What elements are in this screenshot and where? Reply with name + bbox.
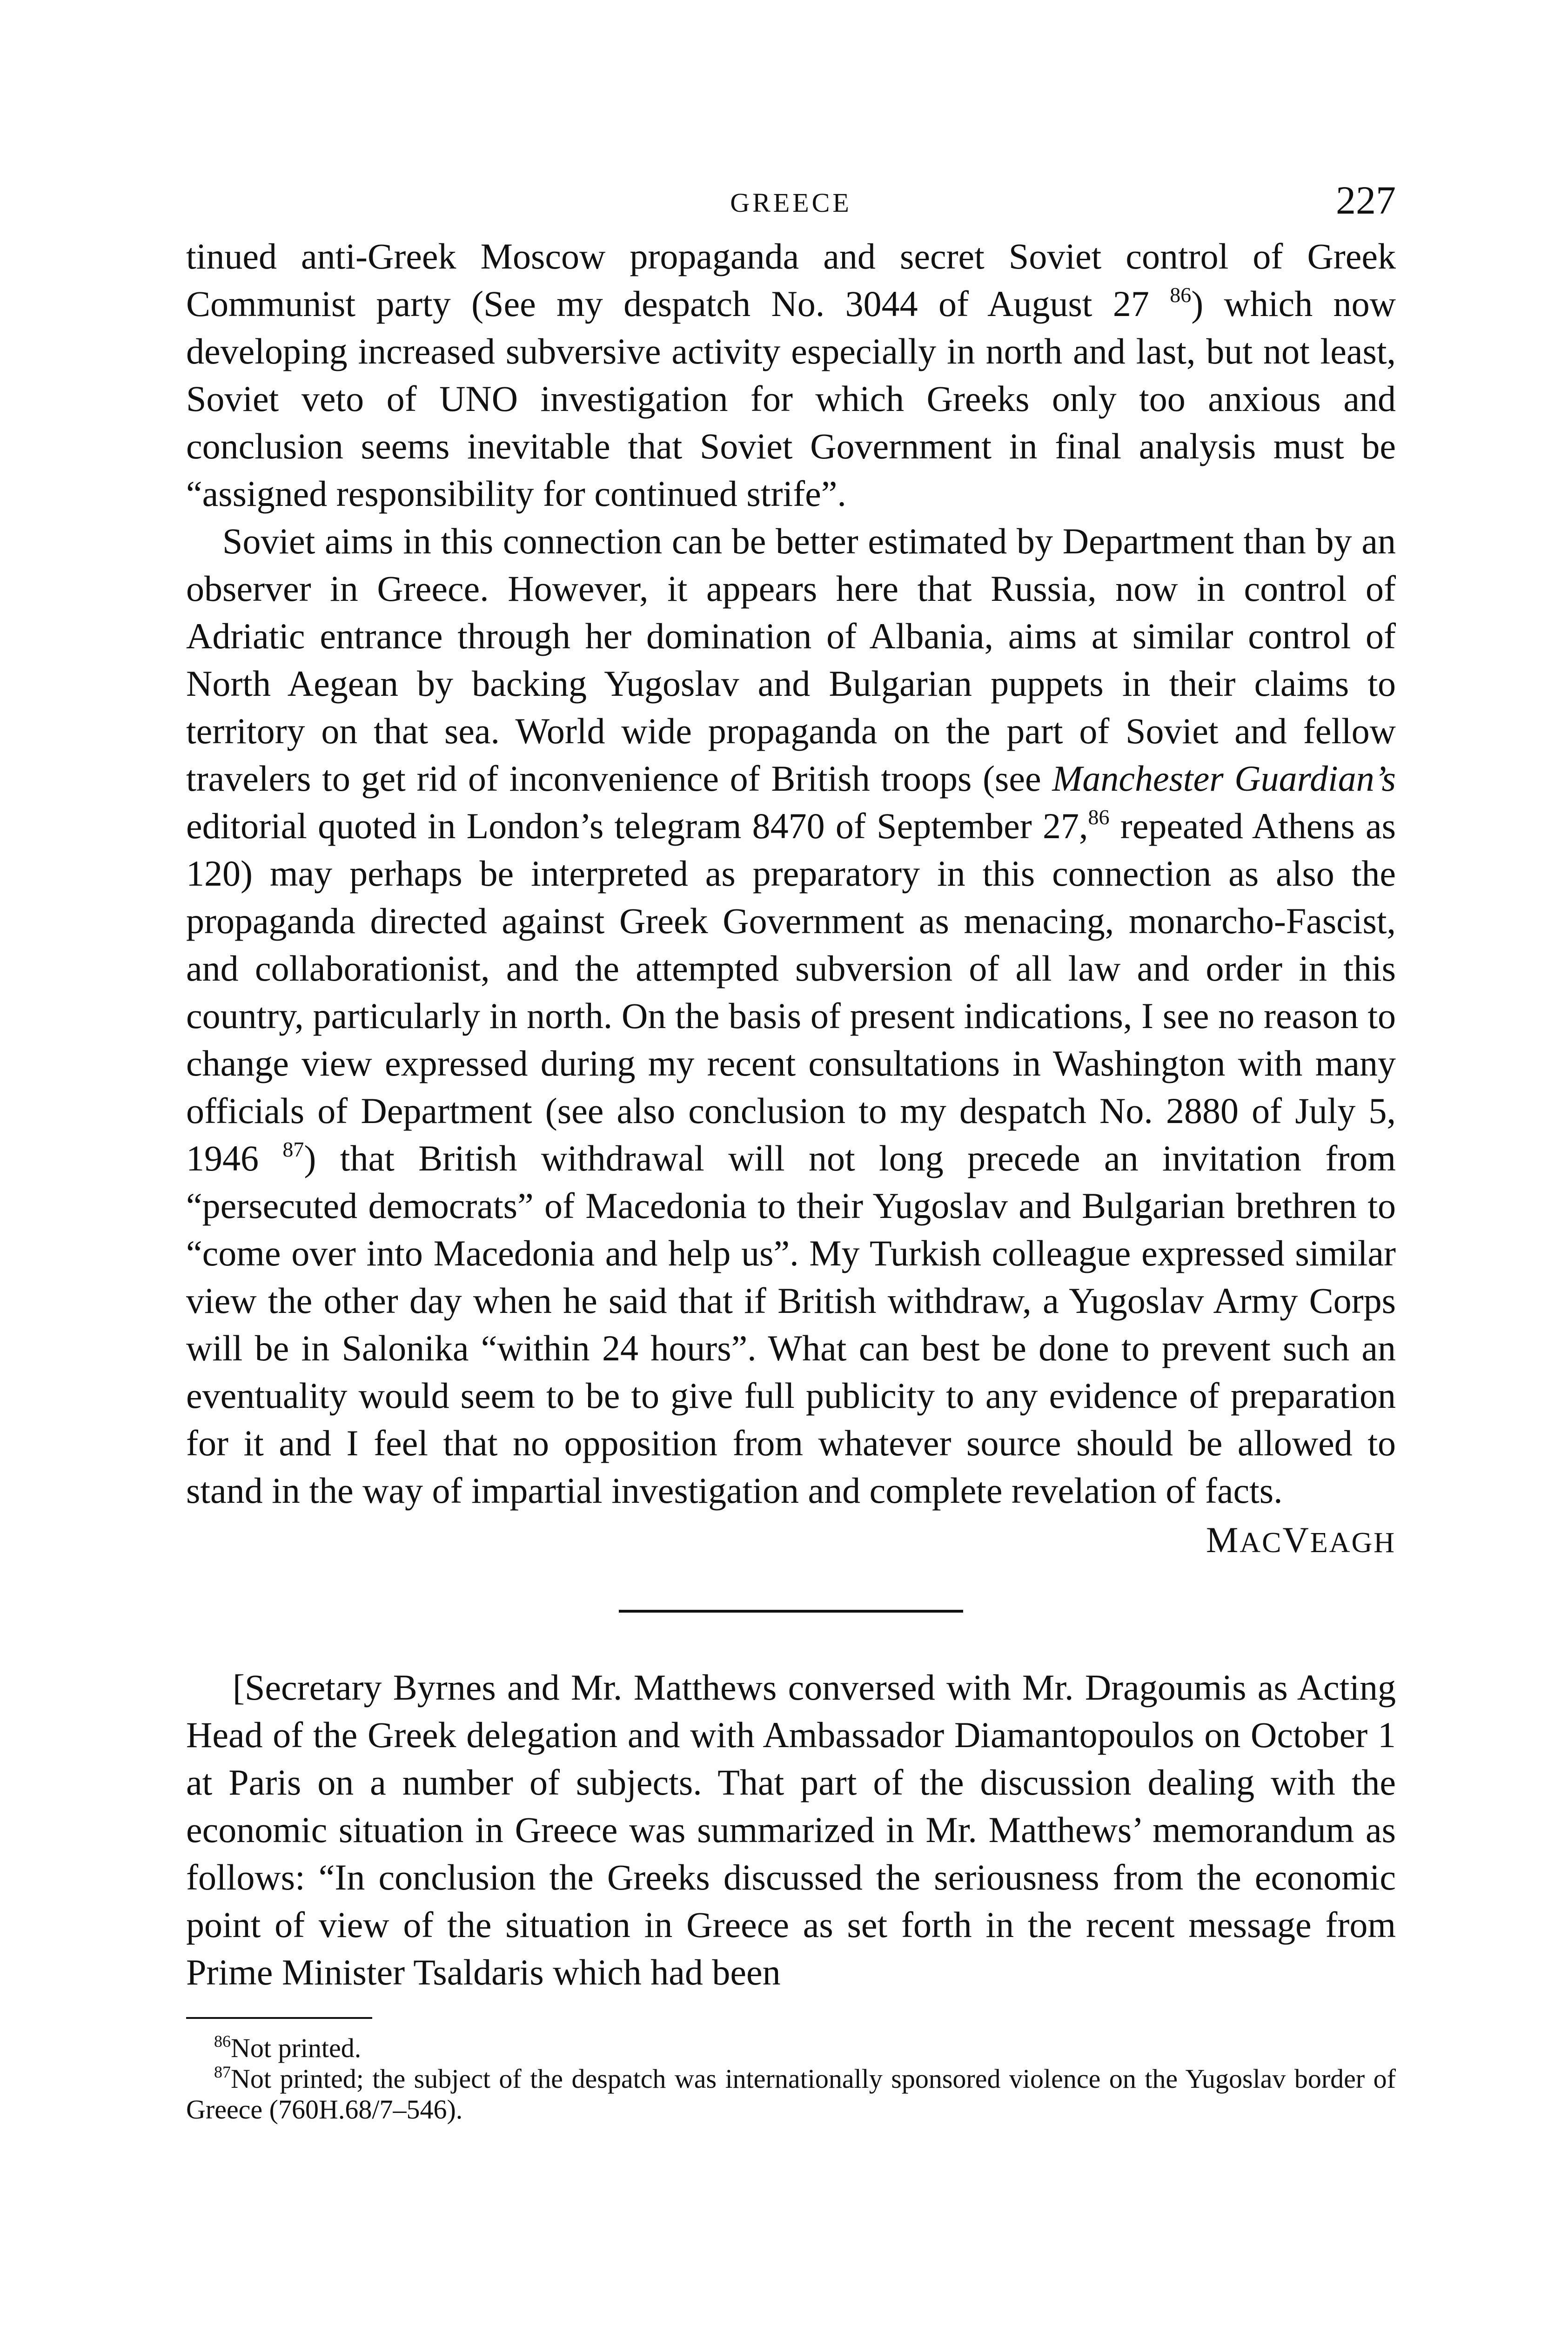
body-text (186, 233, 1396, 1996)
paragraph-text: ) that British withdrawal will not long precede an invitation from “persecuted democrats” of Macedonia to their Yugoslav and Bulgarian brethren to “come over into Macedonia and help us”. My Turkish colleague expressed similar view the other day when he said that if British withdraw, a Yugoslav Army Corps will be in Salonika “within 24 hours”. What can best be done to prevent such an eventuality would seem to be to give full publicity to any evidence of preparation for it and I feel that no opposition from whatever source should be allowed to stand in the way of impartial investigation and complete revelation of facts. (186, 1138, 1396, 1511)
signature: MACVEAGH (1206, 1520, 1396, 1560)
footnotes (186, 2033, 1396, 2125)
page-number: 227 (1336, 178, 1396, 222)
section-divider (619, 1610, 963, 1613)
footnote-mark: 87 (214, 2063, 231, 2081)
newspaper-title: Manchester Guardian’s (1052, 758, 1396, 799)
paragraph-editorial-note: [Secretary Byrnes and Mr. Matthews conversed with Mr. Dragoumis as Acting Head of the Greek delegation and with Ambassador Diamantopoulos on October 1 at Paris on a number of subjects. That part of the discussion dealing with the economic situation in Greece was summarized in Mr. Matthews’ memorandum as follows: “In conclusion the Greeks discussed the seriousness from the economic point of view of the situation in Greece as set forth in the recent message from Prime Minister Tsaldaris which had been (186, 1667, 1396, 1992)
paragraph-text: editorial quoted in London’s telegram 8470 of September 27, (186, 806, 1088, 846)
footnote-reference: 86 (1088, 805, 1110, 829)
paragraph-text: Soviet aims in this connection can be better estimated by Department than by an observer in Greece. However, it appears here that Russia, now in control of Adriatic entrance through her domination of Albania, aims at similar control of North Aegean by backing Yugoslav and Bulgarian puppets in their claims to territory on that sea. World wide propaganda on the part of Soviet and fellow travelers to get rid of inconvenience of British troops (see (186, 521, 1396, 799)
paragraph-continued (186, 233, 1396, 518)
footnote-87 (186, 2064, 1396, 2125)
footnote-mark: 86 (214, 2032, 231, 2051)
footnote-text: Not printed. (231, 2033, 362, 2063)
footnote-86 (186, 2033, 1396, 2064)
document-page (186, 177, 1396, 2125)
footnote-text: Not printed; the subject of the despatch was internationally sponsored violence on the Yugoslav border of Greece (760H.68/7–546). (186, 2064, 1396, 2125)
paragraph-text: tinued anti-Greek Moscow propaganda and secret Soviet control of Greek Communist party (See my despatch No. 3044 of August 27 (186, 236, 1396, 324)
footnote-reference: 87 (282, 1137, 304, 1161)
running-title: GREECE (730, 188, 852, 218)
paragraph-soviet-aims (186, 518, 1396, 1514)
footnote-reference: 86 (1170, 283, 1192, 307)
footnote-divider (186, 2017, 372, 2019)
paragraph-text: ) which now developing increased subversive activity especially in north and last, but not least, Soviet veto of UNO investigation for which Greeks only too anxious and conclusion seems inevitable that Soviet Government in final analysis must be “assigned responsibility for continued strife”. (186, 283, 1396, 514)
running-head (186, 177, 1396, 233)
paragraph-text: repeated Athens as 120) may perhaps be interpreted as preparatory in this connection as also the propaganda directed against Greek Government as menacing, monarcho-Fascist, and collaborationist, and the attempted subversion of all law and order in this country, particularly in north. On the basis of present indications, I see no reason to change view expressed during my recent consultations in Washington with many officials of Department (see also conclusion to my despatch No. 2880 of July 5, 1946 (186, 806, 1396, 1178)
